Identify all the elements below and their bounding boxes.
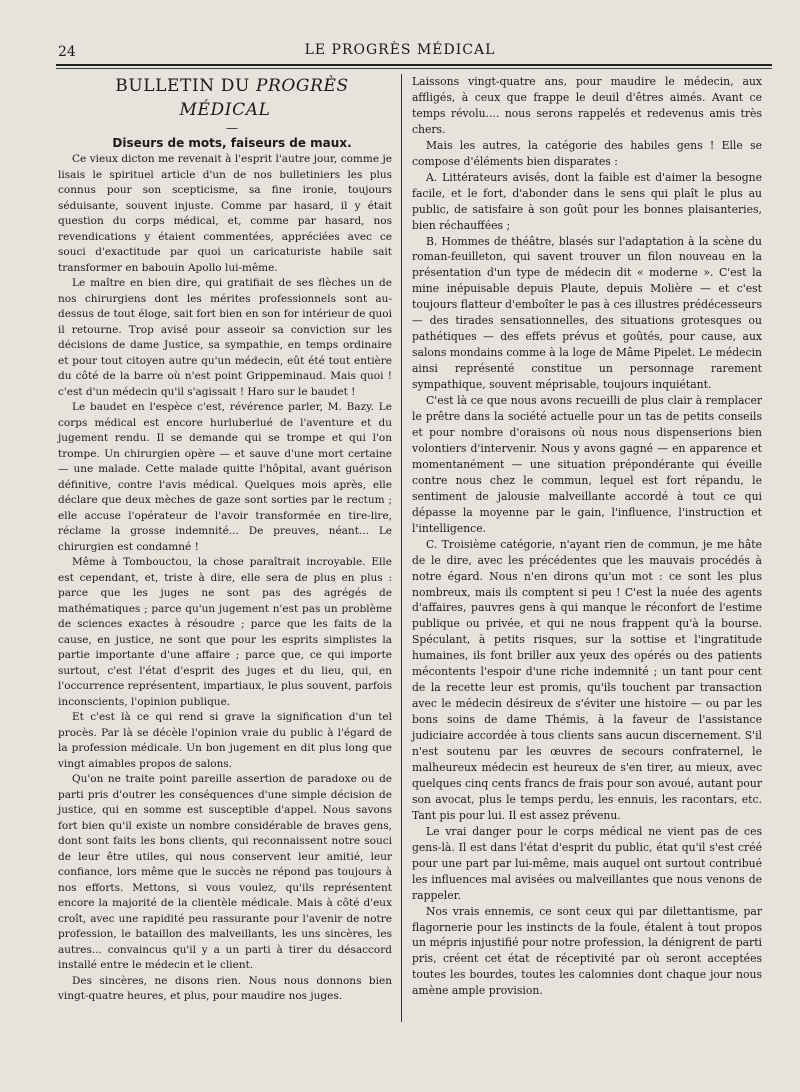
section-title-italic: PROGRÈS MÉDICAL [179, 76, 349, 120]
paragraph: C'est là ce que nous avons recueilli de plus clair à remplacer le prêtre dans la société actuelle pour un tas de petits conseils et pour nombre d'oraisons où nous nous dispenserions bien volontiers d'intervenir. Nous y avons gagné — en apparence et momentanément — une situation prépondérante qui éveille contre nous chez le commun, lequel est fort répandu, le sentiment de jalousie malveillante accordé à tout ce qui dépasse la moyenne par le gain, l'influence, l'instruction et l'intelligence. [412, 394, 762, 535]
header-rule [56, 64, 772, 66]
paragraph: B. Hommes de théâtre, blasés sur l'adaptation à la scène du roman-feuilleton, qui savent trouver un filon nouveau en la présentation d'un type de médecin dit « moderne ». C'est la mine inépuisable depuis Plaute, depuis Molière — et c'est toujours flatteur d'emboîter le pas à ces illustres prédécesseurs — des tirades sensationnelles, des situations grotesques ou pathétiques — des effets prévus et goûtés, pour cause, aux salons mondains comme à la loge de Mâme Pipelet. Le médecin ainsi représenté constitue un personnage rarement sympathique, souvent méprisable, toujours inquiétant. [412, 234, 762, 392]
paragraph: Le vrai danger pour le corps médical ne vient pas de ces gens-là. Il est dans l'état d'esprit du public, état qu'il s'est créé pour une part par lui-même, mais auquel ont surtout contribué les influences mal avisées ou malveillantes que nous venons de rappeler. [412, 824, 762, 902]
article-subtitle: Diseurs de mots, faiseurs de maux. [112, 136, 352, 150]
paragraph: Et c'est là ce qui rend si grave la signification d'un tel procès. Par là se décèle l'opinion vraie du public à l'égard de la profession médicale. Un bon jugement en dit plus long que vingt aimables propos de salons. [58, 711, 392, 770]
paragraph: Qu'on ne traite point pareille assertion de paradoxe ou de parti pris d'outrer les conséquences d'une simple décision de justice, qui en somme est susceptible d'appel. Nous savons fort bien qu'il existe un nombre considérable de braves gens, dont sont faits les bons clients, qui reconnaissent notre souci de leur être utiles, qui nous conservent leur amitié, leur confiance, lors même que le succès ne répond pas toujours à nos efforts. Mettons, si vous voulez, qu'ils représentent encore la majorité de la clientèle médicale. Mais à côté d'eux croît, avec une rapidité peu rassurante pour l'avenir de notre profession, le bataillon des malveillants, les uns sincères, les autres... convaincus qu'il y a un parti à tirer du désaccord installé entre le médecin et le client. [58, 773, 392, 971]
paragraph: A. Littérateurs avisés, dont la faible est d'aimer la besogne facile, et le fort, d'abonder dans le sens qui plaît le plus au public, de satisfaire à son goût pour les bonnes plaisanteries, bien réchauffées ; [412, 170, 762, 232]
paragraph: Nos vrais ennemis, ce sont ceux qui par dilettantisme, par flagornerie pour les instincts de la foule, étalent à tout propos un mépris injustifié pour notre profession, la dénigrent de parti pris, créent cet état de réceptivité par où seront acceptées toutes les bourdes, toutes les calomnies dont chaque jour nous amène ample provision. [412, 904, 762, 998]
paragraph: Le baudet en l'espèce c'est, révérence parler, M. Bazy. Le corps médical est encore hurluberlué de l'aventure et du jugement rendu. Il se demande qui se trompe et qui l'on trompe. Un chirurgien opère — et sauve d'une mort certaine — une malade. Cette malade quitte l'hôpital, avant guérison définitive, contre l'avis médical. Quelques mois après, elle déclare que deux mèches de gaze sont sorties par le rectum ; elle accuse l'opérateur de l'avoir transformée en tire-lire, réclame la grosse indemnité... De preuves, néant... Le chirurgien est condamné ! [58, 401, 392, 553]
running-title: LE PROGRÈS MÉDICAL [304, 42, 496, 58]
paragraph: Mais les autres, la catégorie des habiles gens ! Elle se compose d'éléments bien disparates : [412, 138, 762, 168]
paragraph: Même à Tombouctou, la chose paraîtrait incroyable. Elle est cependant, et, triste à dire, elle sera de plus en plus : parce que les juges ne sont pas des agrégés de mathématiques ; parce qu'un jugement n'est pas un problème de sciences exactes à résoudre ; parce que les faits de la cause, en justice, ne sont que pour les esprits simplistes la partie importante d'une affaire ; parce que, ce qui importe surtout, c'est l'état d'esprit des juges et du lieu, qui, en l'occurrence représentent, impartiaux, le plus souvent, parfois inconscients, l'opinion publique. [58, 556, 392, 708]
paragraph: Ce vieux dicton me revenait à l'esprit l'autre jour, comme je lisais le spirituel article d'un de nos bulletiniers les plus connus pour son scepticisme, sa fine ironie, toujours séduisante, souvent injuste. Comme par hasard, il y était question du corps médical, et, comme par hasard, nos revendications y étaient commentées, appréciées avec ce souci d'exactitude par quoi un caricaturiste habile sait transformer en babouin Apollo lui-même. [58, 153, 392, 274]
paragraph: Laissons vingt-quatre ans, pour maudire le médecin, aux affligés, à ceux que frappe le deuil d'êtres aimés. Avant ce temps révolu.... nous serons rappelés et redevenus amis très chers. [412, 75, 762, 136]
section-title [58, 74, 392, 122]
section-title-prefix: BULLETIN DU [115, 76, 256, 96]
left-column [58, 74, 392, 1005]
right-column [412, 74, 762, 999]
paragraph: C. Troisième catégorie, n'ayant rien de commun, je me hâte de le dire, avec les précédentes que les mauvais procédés à notre égard. Nous n'en dirons qu'un mot : ce sont les plus nombreux, mais ils comptent si peu ! C'est la nuée des agents d'affaires, pauvres gens à qui manque le réconfort de l'estime publique ou privée, et qui ne nous frappent qu'à la bourse. Spéculant, à petits risques, sur la sottise et l'ingratitude humaines, ils font briller aux yeux des opérés ou des patients mécontents l'espoir d'une riche indemnité ; un tant pour cent de la recette leur est promis, qu'ils touchent par transaction avec le médecin désireux de s'éviter une histoire — ou par les bons soins de dame Thémis, à la faveur de l'assistance judiciaire accordée à tous clients sans aucun discernement. S'il n'est soutenu par les œuvres de secours confraternel, le malheureux médecin est heureux de s'en tirer, au mieux, avec quelques cinq cents francs de frais pour son avoué, autant pour son avocat, plus le temps perdu, les ennuis, les racontars, etc. Tant pis pour lui. Il est assez prévenu. [412, 537, 762, 822]
header-rule-thin [56, 68, 772, 69]
page-number: 24 [58, 44, 76, 60]
title-dash: — [226, 121, 238, 135]
paragraph: Des sincères, ne disons rien. Nous nous donnons bien vingt-quatre heures, et plus, pour maudire nos juges. [58, 974, 392, 1002]
column-divider [401, 74, 402, 1022]
paragraph: Le maître en bien dire, qui gratifiait de ses flèches un de nos chirurgiens dont les mérites professionnels sont au-dessus de tout éloge, sait fort bien en son for intérieur de quoi il retourne. Trop avisé pour asseoir sa conviction sur les décisions de dame Justice, sa sympathie, en temps ordinaire et pour tout citoyen autre qu'un médecin, eût été tout entière du côté de la barre où n'est point Grippeminaud. Mais quoi ! c'est d'un médecin qu'il s'agissait ! Haro sur le baudet ! [58, 277, 392, 398]
